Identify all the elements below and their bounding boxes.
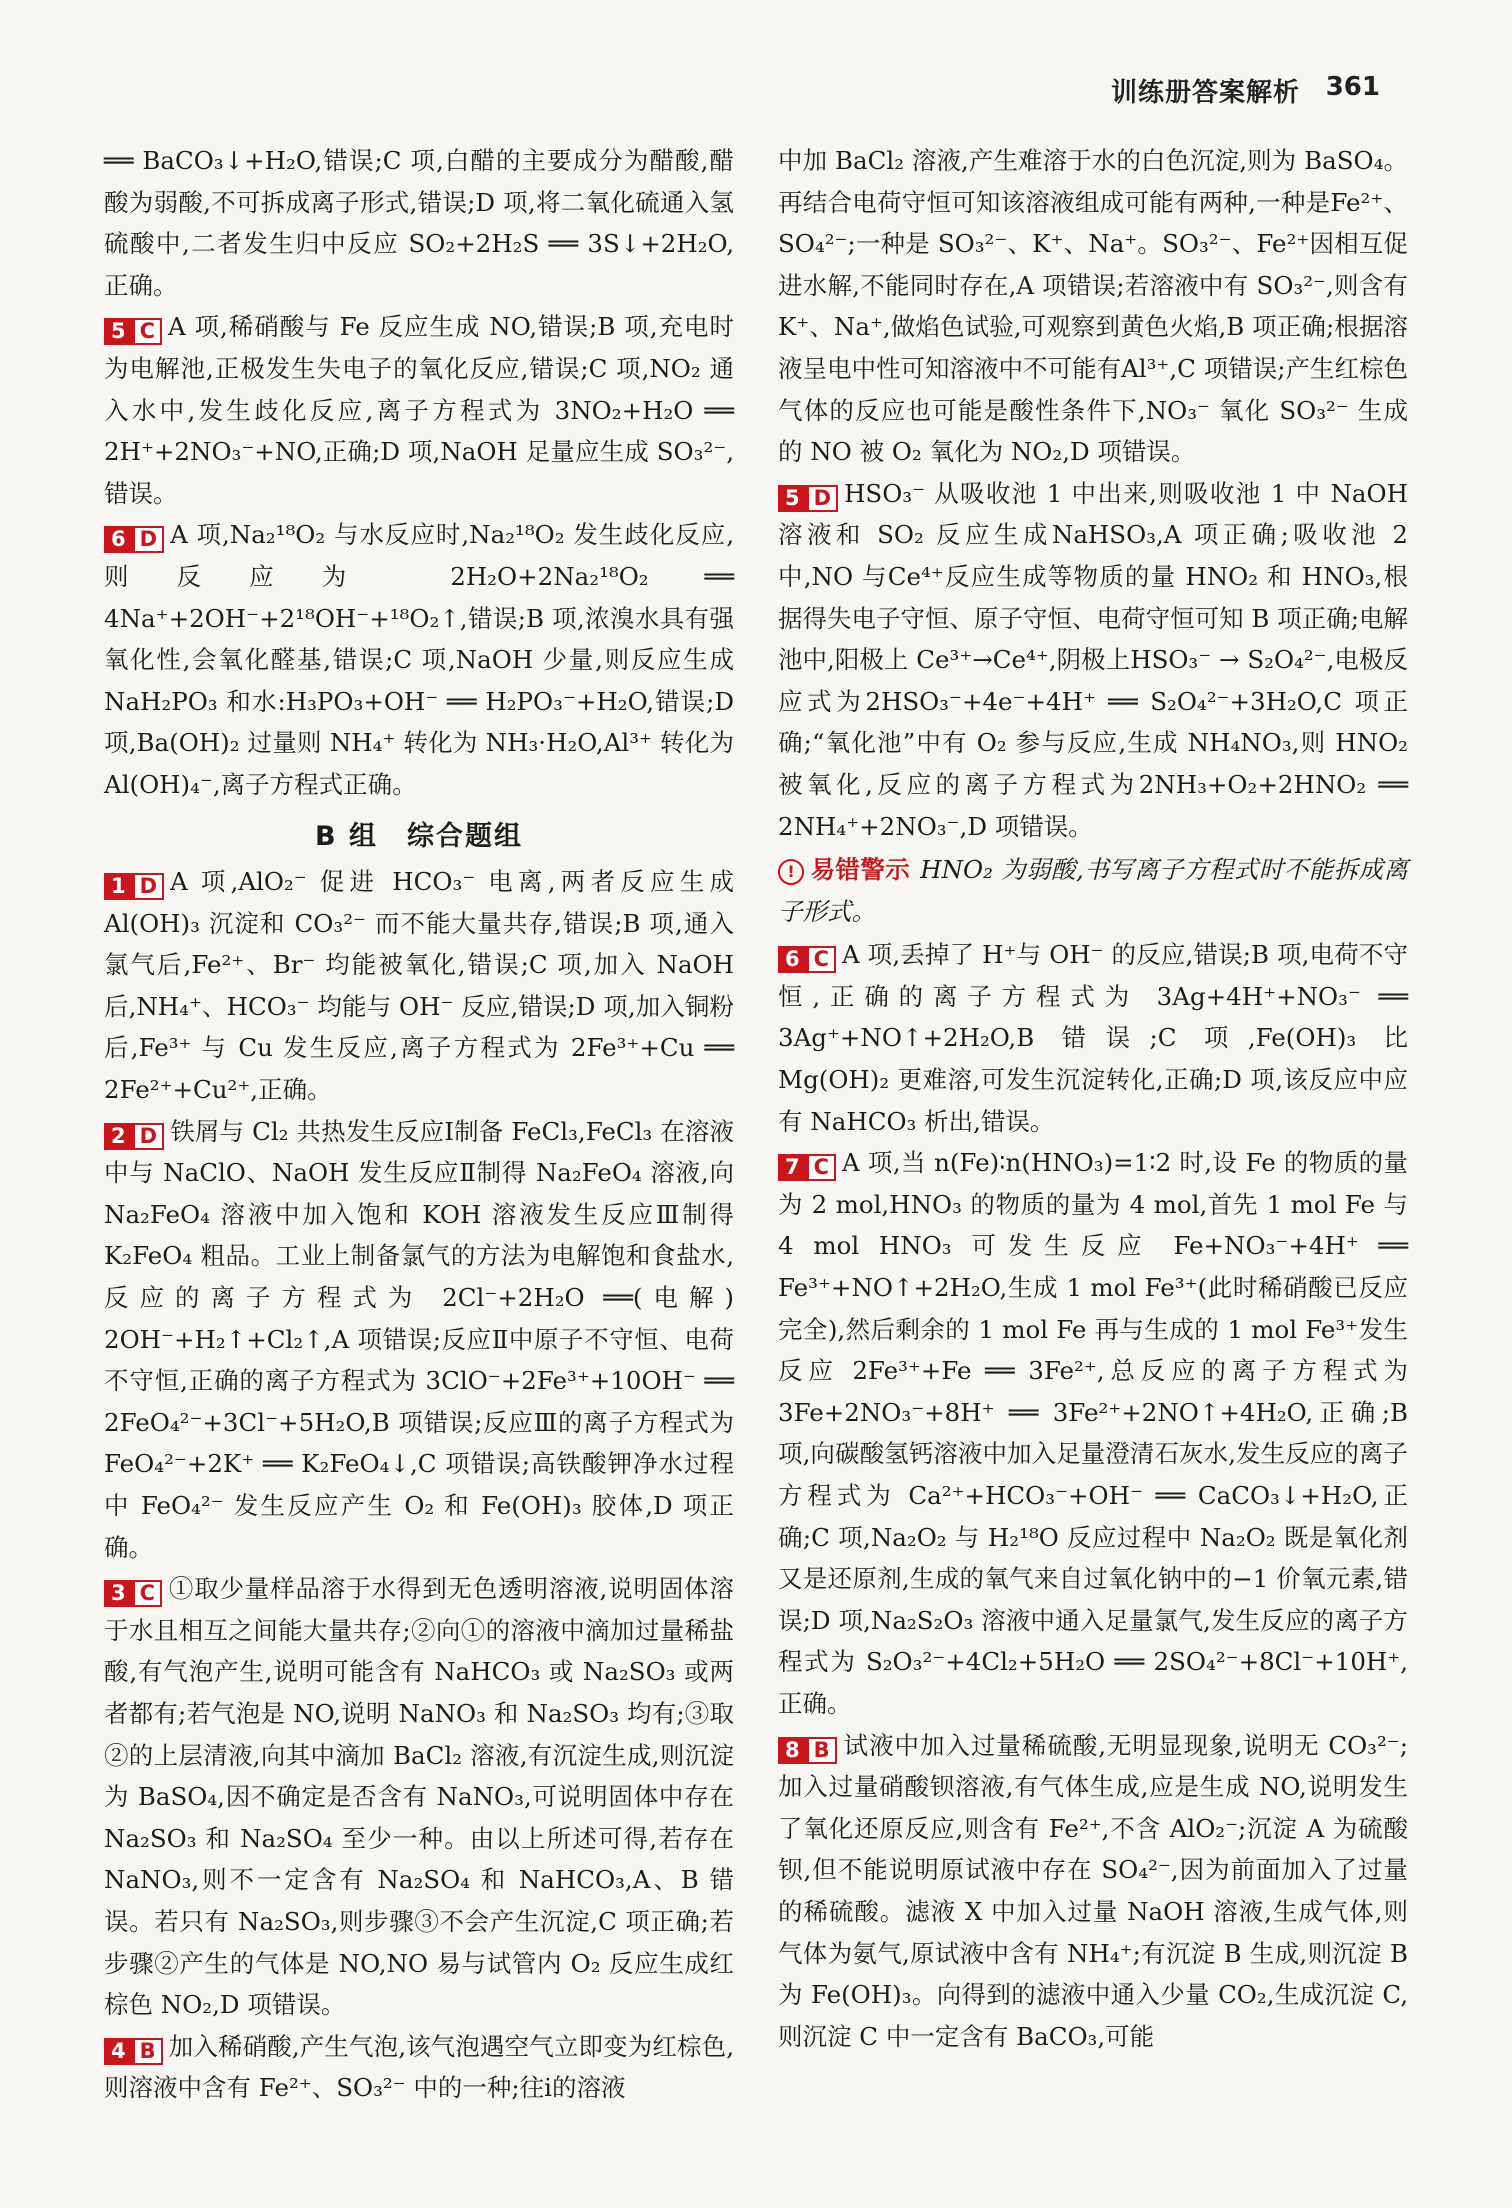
answer-text: A 项,稀硝酸与 Fe 反应生成 NO,错误;B 项,充电时为电解池,正极发生失电子的氧化反应,错误;C 项,NO₂ 通入水中,发生歧化反应,离子方程式为 3NO₂+H₂O ══ 2H⁺+2NO₃⁻+NO,正确;D 项,NaOH 足量应生成 SO₃²⁻,错误。 [104,312,734,508]
question-badge [778,946,836,973]
question-number: 5 [104,318,133,345]
answer-text: A 项,AlO₂⁻ 促进 HCO₃⁻ 电离,两者反应生成 Al(OH)₃ 沉淀和 CO₃²⁻ 而不能大量共存,错误;B 项,通入氯气后,Fe²⁺、Br⁻ 均能被氧化,错误;C 项,加入 NaOH 后,NH₄⁺、HCO₃⁻ 均能与 OH⁻ 反应,错误;D 项,加入铜粉后,Fe³⁺ 与 Cu 发生反应,离子方程式为 2Fe³⁺+Cu ══ 2Fe²⁺+Cu²⁺,正确。 [104,867,734,1105]
answer-letter: B [807,1737,837,1764]
question-number: 8 [778,1737,807,1764]
left-column [104,140,734,2109]
answer-letter: C [807,1154,836,1181]
question-badge [104,526,164,553]
question-number: 3 [104,1580,133,1607]
question-badge [104,873,164,900]
question-number: 4 [104,2038,133,2065]
question-number: 1 [104,873,133,900]
answer-letter: C [807,946,836,973]
answer-text: A 项,当 n(Fe)∶n(HNO₃)=1∶2 时,设 Fe 的物质的量为 2 mol,HNO₃ 的物质的量为 4 mol,首先 1 mol Fe 与 4 mol HNO₃ 可发生反应 Fe+NO₃⁻+4H⁺ ══ Fe³⁺+NO↑+2H₂O,生成 1 mol Fe³⁺(此时稀硝酸已反应完全),然后剩余的 1 mol Fe 再与生成的 1 mol Fe³⁺发生反应 2Fe³⁺+Fe ══ 3Fe²⁺,总反应的离子方程式为 3Fe+2NO₃⁻+8H⁺ ══ 3Fe²⁺+2NO↑+4H₂O,正确;B 项,向碳酸氢钙溶液中加入足量澄清石灰水,发生反应的离子方程式为 Ca²⁺+HCO₃⁻+OH⁻ ══ CaCO₃↓+H₂O,正确;C 项,Na₂O₂ 与 H₂¹⁸O 反应过程中 Na₂O₂ 既是氧化剂又是还原剂,生成的氧气来自过氧化钠中的−1 价氧元素,错误;D 项,Na₂S₂O₃ 溶液中通入足量氯气,发生反应的离子方程式为 S₂O₃²⁻+4Cl₂+5H₂O ══ 2SO₄²⁻+8Cl⁻+10H⁺,正确。 [778,1148,1408,1718]
answer-text: 铁屑与 Cl₂ 共热发生反应Ⅰ制备 FeCl₃,FeCl₃ 在溶液中与 NaClO、NaOH 发生反应Ⅱ制得 Na₂FeO₄ 溶液,向 Na₂FeO₄ 溶液中加入饱和 KOH 溶液发生反应Ⅲ制得 K₂FeO₄ 粗品。工业上制备氯气的方法为电解饱和食盐水,反应的离子方程式为 2Cl⁻+2H₂O ══(电解) 2OH⁻+H₂↑+Cl₂↑,A 项错误;反应Ⅱ中原子不守恒、电荷不守恒,正确的离子方程式为 3ClO⁻+2Fe³⁺+10OH⁻ ══ 2FeO₄²⁻+3Cl⁻+5H₂O,B 项错误;反应Ⅲ的离子方程式为FeO₄²⁻+2K⁺ ══ K₂FeO₄↓,C 项错误;高铁酸钾净水过程中 FeO₄²⁻ 发生反应产生 O₂ 和 Fe(OH)₃ 胶体,D 项正确。 [104,1116,734,1562]
question-badge [778,1737,837,1764]
question-badge [778,485,838,512]
answer-letter: C [133,318,162,345]
answer-letter: B [133,2038,163,2065]
answer-letter: D [807,485,838,512]
answer-item-b5 [778,473,1408,847]
page-header [0,68,1512,116]
answer-letter: D [133,873,164,900]
answer-text: A 项,Na₂¹⁸O₂ 与水反应时,Na₂¹⁸O₂ 发生歧化反应,则反应为 2H₂O+2Na₂¹⁸O₂ ══ 4Na⁺+2OH⁻+2¹⁸OH⁻+¹⁸O₂↑,错误;B 项,浓溴水具有强氧化性,会氧化醛基,错误;C 项,NaOH 少量,则反应生成 NaH₂PO₃ 和水:H₃PO₃+OH⁻ ══ H₂PO₃⁻+H₂O,错误;D 项,Ba(OH)₂ 过量则 NH₄⁺ 转化为 NH₃·H₂O,Al³⁺ 转化为 Al(OH)₄⁻,离子方程式正确。 [104,520,734,799]
warning-label: 易错警示 [810,855,911,885]
answer-item-a5 [104,306,734,514]
question-number: 5 [778,485,807,512]
answer-letter: D [133,1123,164,1150]
answer-text: A 项,丢掉了 H⁺与 OH⁻ 的反应,错误;B 项,电荷不守恒,正确的离子方程式为 3Ag+4H⁺+NO₃⁻ ══ 3Ag⁺+NO↑+2H₂O,B 错误;C 项,Fe(OH)₃ 比 Mg(OH)₂ 更难溶,可发生沉淀转化,正确;D 项,该反应中应有 NaHCO₃ 析出,错误。 [778,940,1408,1136]
answer-item-b8 [778,1725,1408,2058]
question-badge [778,1154,836,1181]
question-badge [104,318,162,345]
answer-text: ①取少量样品溶于水得到无色透明溶液,说明固体溶于水且相互之间能大量共存;②向①的溶液中滴加过量稀盐酸,有气泡产生,说明可能含有 NaHCO₃ 或 Na₂SO₃ 或两者都有;若气泡是 NO,说明 NaNO₃ 和 Na₂SO₃ 均有;③取②的上层清液,向其中滴加 BaCl₂ 溶液,有沉淀生成,则沉淀为 BaSO₄,因不确定是否含有 NaNO₃,可说明固体中存在 Na₂SO₃ 和 Na₂SO₄ 至少一种。由以上所述可得,若存在 NaNO₃,则不一定含有 Na₂SO₄ 和 NaHCO₃,A、B 错误。若只有 Na₂SO₃,则步骤③不会产生沉淀,C 项正确;若步骤②产生的气体是 NO,NO 易与试管内 O₂ 反应生成红棕色 NO₂,D 项错误。 [104,1574,734,2020]
answer-item-b4 [104,2026,734,2109]
continuation-paragraph: ══ BaCO₃↓+H₂O,错误;C 项,白醋的主要成分为醋酸,醋酸为弱酸,不可拆成离子形式,错误;D 项,将二氧化硫通入氢硫酸中,二者发生归中反应 SO₂+2H₂S ══ 3S↓+2H₂O,正确。 [104,146,734,300]
section-heading: B 组 综合题组 [315,820,523,852]
answer-text: HSO₃⁻ 从吸收池 1 中出来,则吸收池 1 中 NaOH 溶液和 SO₂ 反应生成NaHSO₃,A 项正确;吸收池 2 中,NO 与Ce⁴⁺反应生成等物质的量 HNO₂ 和 HNO₃,根据得失电子守恒、原子守恒、电荷守恒可知 B 项正确;电解池中,阳极上 Ce³⁺→Ce⁴⁺,阴极上HSO₃⁻ → S₂O₄²⁻,电极反应式为2HSO₃⁻+4e⁻+4H⁺ ══ S₂O₄²⁻+3H₂O,C 项正确;“氧化池”中有 O₂ 参与反应,生成 NH₄NO₃,则 HNO₂ 被氧化,反应的离子方程式为2NH₃+O₂+2HNO₂ ══ 2NH₄⁺+2NO₃⁻,D 项错误。 [778,478,1408,841]
right-column [778,140,1408,2057]
answer-letter: C [133,1580,162,1607]
question-badge [104,2038,163,2065]
answer-item-b2 [104,1111,734,1569]
question-number: 6 [778,946,807,973]
answer-text: 加入稀硝酸,产生气泡,该气泡遇空气立即变为红棕色,则溶液中含有 Fe²⁺、SO₃²⁻ 中的一种;往ⅰ的溶液 [104,2031,734,2103]
answer-text: 试液中加入过量稀硫酸,无明显现象,说明无 CO₃²⁻;加入过量硝酸钡溶液,有气体生成,应是生成 NO,说明发生了氧化还原反应,则含有 Fe²⁺,不含 AlO₂⁻;沉淀 A 为硫酸钡,但不能说明原试液中存在 SO₄²⁻,因为前面加入了过量的稀硫酸。滤液 X 中加入过量 NaOH 溶液,生成气体,则气体为氨气,原试液中含有 NH₄⁺;有沉淀 B 生成,则沉淀 B 为 Fe(OH)₃。向得到的滤液中通入少量 CO₂,生成沉淀 C,则沉淀 C 中一定含有 BaCO₃,可能 [778,1730,1408,2051]
answer-item-a6 [104,514,734,805]
running-title: 训练册答案解析 [1110,78,1300,108]
question-number: 6 [104,526,133,553]
question-number: 7 [778,1154,807,1181]
answer-item-b3 [104,1568,734,2026]
exclamation-icon: ! [778,859,804,885]
answer-letter: D [133,526,164,553]
question-badge [104,1580,162,1607]
question-number: 2 [104,1123,133,1150]
question-badge [104,1123,164,1150]
answer-item-b7 [778,1142,1408,1724]
error-warning-note [778,849,1408,932]
continuation-paragraph: 中加 BaCl₂ 溶液,产生难溶于水的白色沉淀,则为 BaSO₄。再结合电荷守恒可知该溶液组成可能有两种,一种是Fe²⁺、SO₄²⁻;一种是 SO₃²⁻、K⁺、Na⁺。SO₃²⁻、Fe²⁺因相互促进水解,不能同时存在,A 项错误;若溶液中有 SO₃²⁻,则含有 K⁺、Na⁺,做焰色试验,可观察到黄色火焰,B 项正确;根据溶液呈电中性可知溶液中不可能有Al³⁺,C 项错误;产生红棕色气体的反应也可能是酸性条件下,NO₃⁻ 氧化 SO₃²⁻ 生成的 NO 被 O₂ 氧化为 NO₂,D 项错误。 [778,146,1408,467]
answer-item-b1 [104,861,734,1111]
page-number: 361 [1325,72,1380,102]
answer-item-b6 [778,934,1408,1142]
warning-text: HNO₂ 为弱酸,书写离子方程式时不能拆成离子形式。 [778,855,1409,926]
